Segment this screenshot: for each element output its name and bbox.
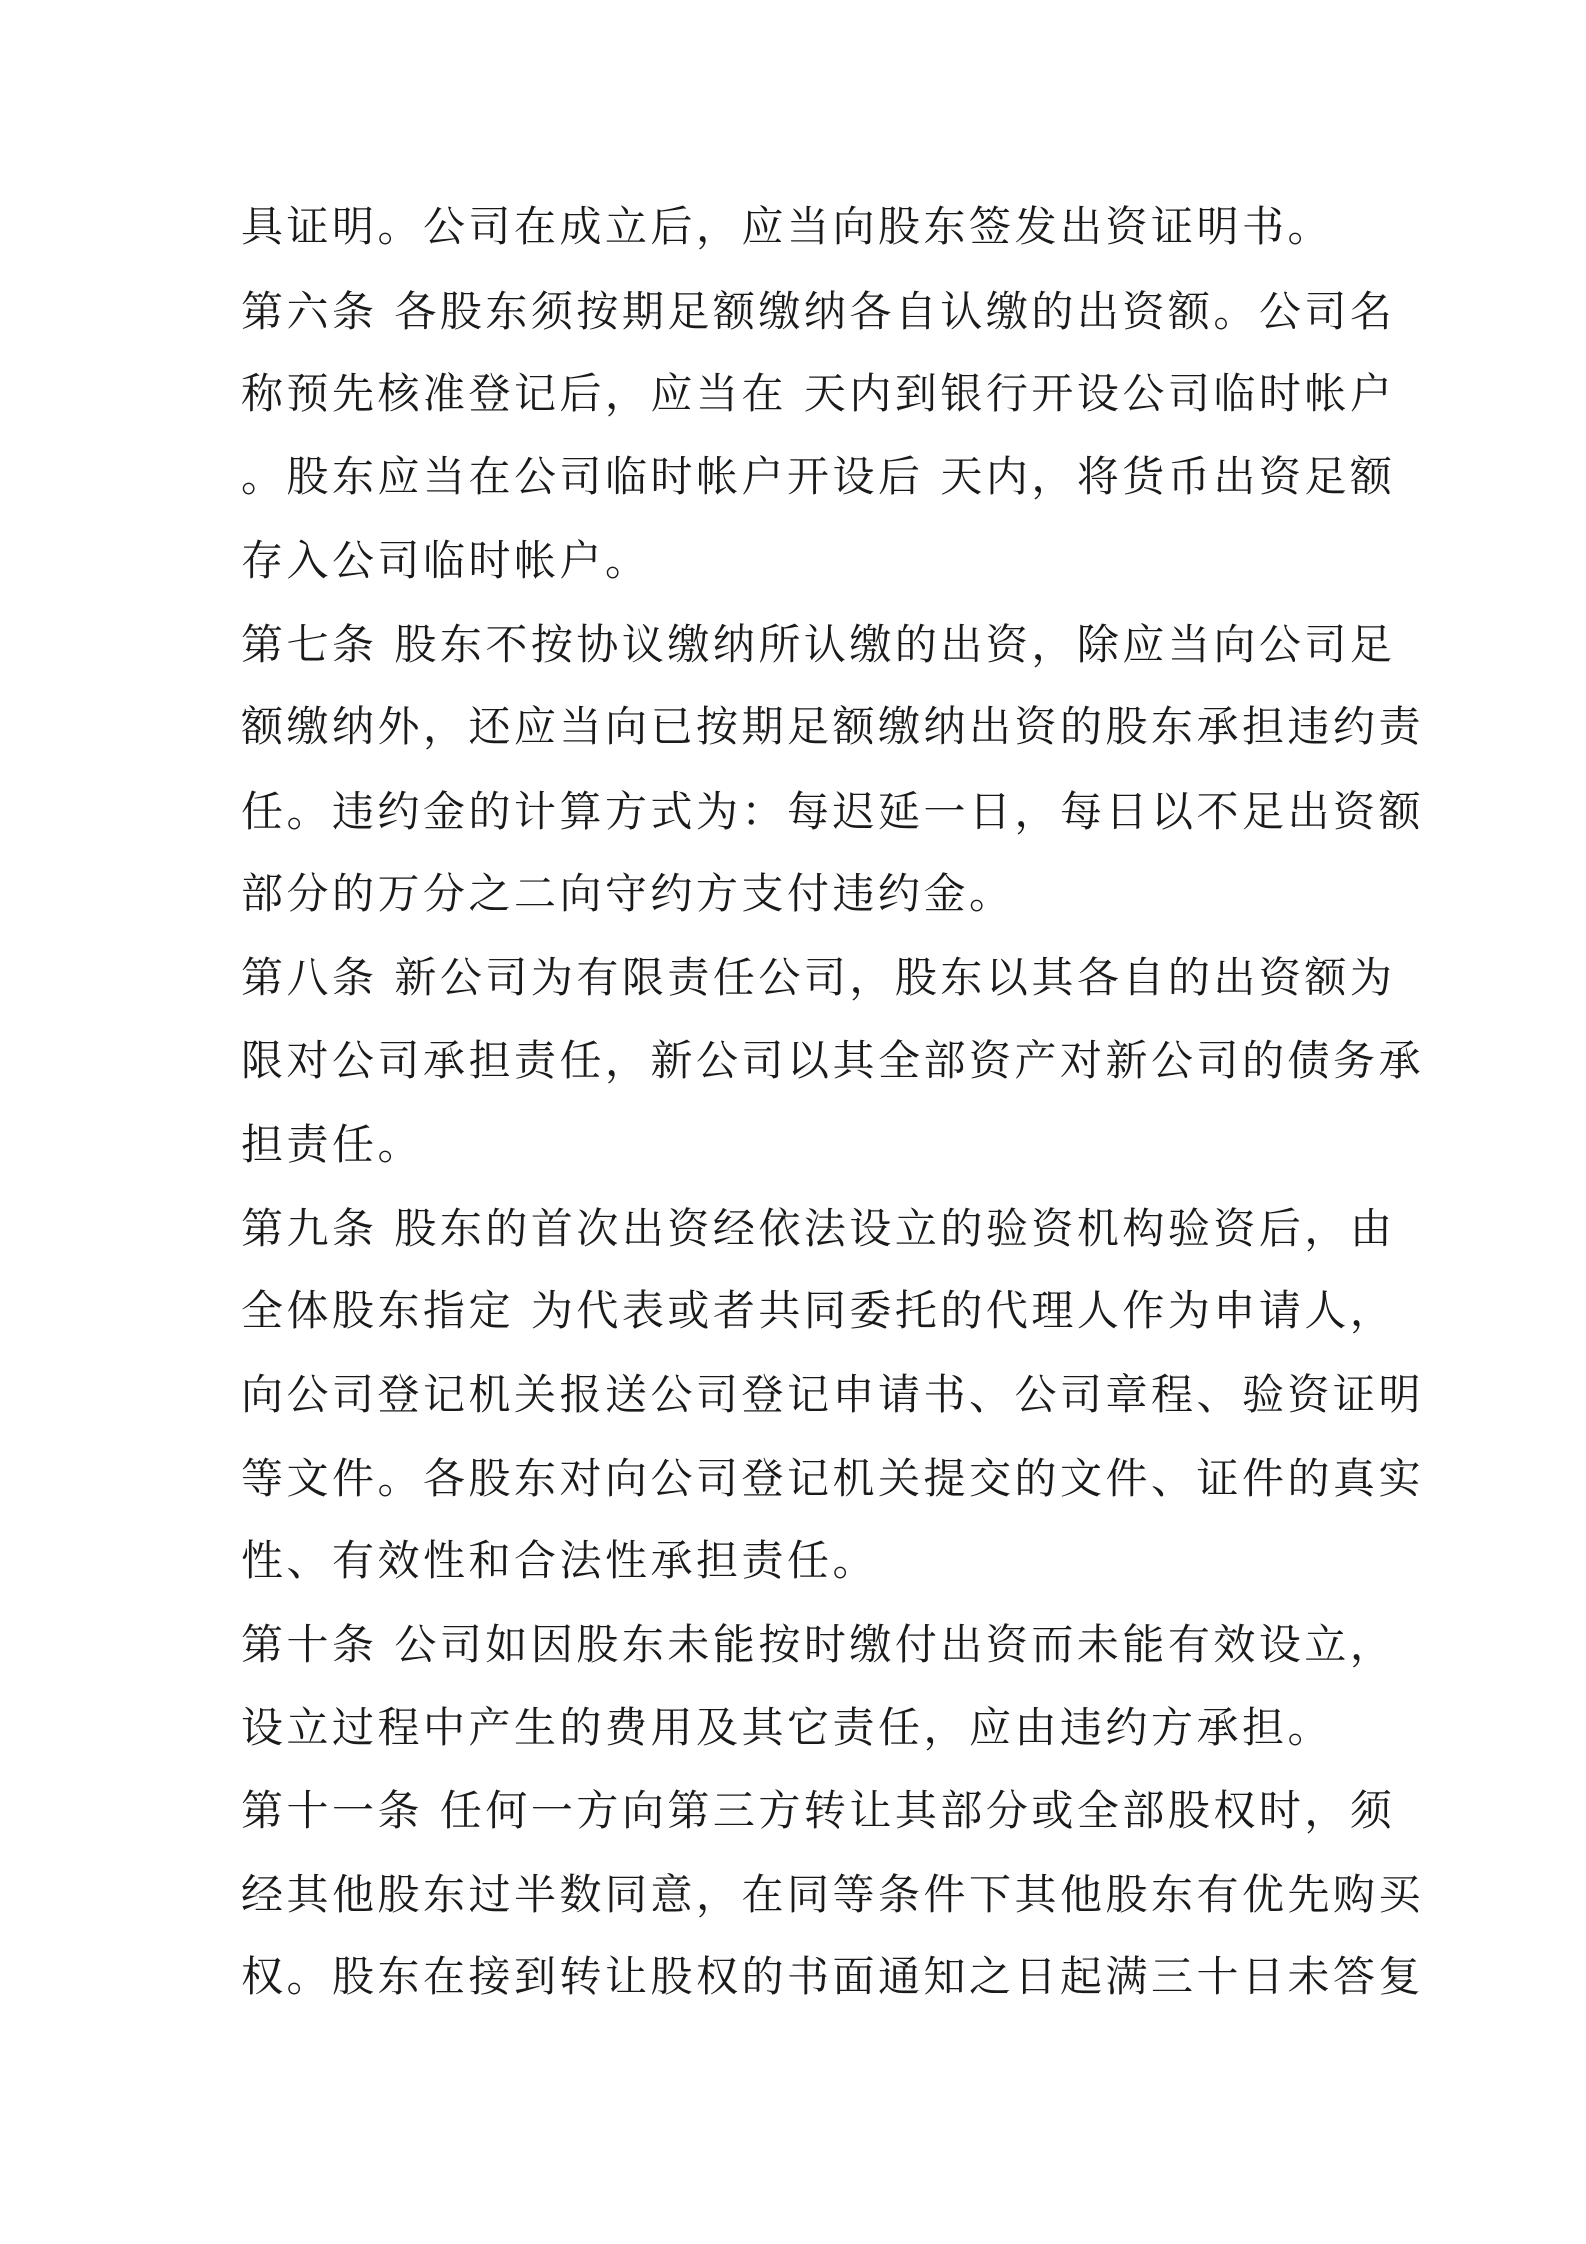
- text-line: 第六条 各股东须按期足额缴纳各自认缴的出资额。公司名: [241, 287, 1396, 336]
- text-line: 第八条 新公司为有限责任公司，股东以其各自的出资额为: [241, 953, 1396, 1002]
- text-line: 等文件。各股东对向公司登记机关提交的文件、证件的真实: [241, 1454, 1425, 1503]
- text-line: 额缴纳外，还应当向已按期足额缴纳出资的股东承担违约责: [241, 702, 1425, 751]
- text-line: 限对公司承担责任，新公司以其全部资产对新公司的债务承: [241, 1036, 1425, 1085]
- text-line: 向公司登记机关报送公司登记申请书、公司章程、验资证明: [241, 1370, 1425, 1419]
- text-line: 权。股东在接到转让股权的书面通知之日起满三十日未答复: [241, 1952, 1425, 2001]
- text-line: 第十一条 任何一方向第三方转让其部分或全部股权时，须: [241, 1786, 1396, 1835]
- text-line: 第十条 公司如因股东未能按时缴付出资而未能有效设立，: [241, 1620, 1396, 1669]
- text-line: 设立过程中产生的费用及其它责任，应由违约方承担。: [241, 1703, 1334, 1752]
- text-line: 第七条 股东不按协议缴纳所认缴的出资，除应当向公司足: [241, 620, 1396, 669]
- text-line: 第九条 股东的首次出资经依法设立的验资机构验资后，由: [241, 1204, 1396, 1253]
- text-line: 。股东应当在公司临时帐户开设后 天内，将货币出资足额: [241, 452, 1396, 501]
- text-line: 具证明。公司在成立后，应当向股东签发出资证明书。: [241, 202, 1334, 251]
- text-line: 担责任。: [241, 1120, 424, 1169]
- text-line: 全体股东指定 为代表或者共同委托的代理人作为申请人，: [241, 1286, 1396, 1335]
- text-line: 性、有效性和合法性承担责任。: [241, 1536, 879, 1585]
- text-line: 经其他股东过半数同意，在同等条件下其他股东有优先购买: [241, 1870, 1425, 1919]
- text-line: 部分的万分之二向守约方支付违约金。: [241, 869, 1015, 918]
- text-line: 称预先核准登记后，应当在 天内到银行开设公司临时帐户: [241, 369, 1396, 418]
- text-line: 任。违约金的计算方式为：每迟延一日，每日以不足出资额: [241, 787, 1425, 836]
- text-line: 存入公司临时帐户。: [241, 536, 651, 585]
